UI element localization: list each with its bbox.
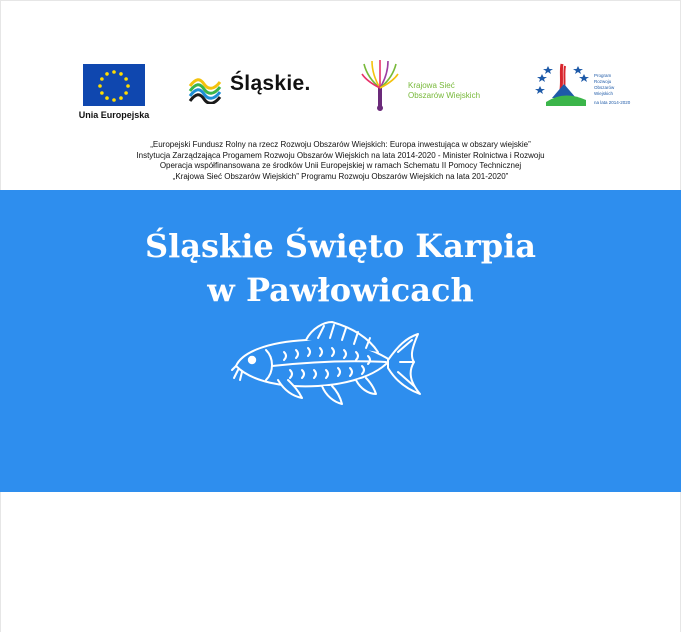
prow-label-line3: Obszarów: [594, 85, 615, 90]
funding-line-2: Instytucja Zarządzająca Progamem Rozwoju Obszarów Wiejskich na lata 2014-2020 - Minister Rolnictwa i Rozwoju: [136, 150, 545, 160]
carp-fish-icon: [228, 316, 424, 412]
funding-statement: [0, 140, 681, 182]
prow-label-line4: Wiejskich: [594, 91, 614, 96]
prow-label-line1: Program: [594, 73, 612, 78]
ksow-label-line1: Krajowa Sieć: [408, 81, 455, 90]
event-title-line-1: Śląskie Święto Karpia: [145, 227, 536, 265]
eu-flag-icon: [83, 64, 145, 106]
ksow-tree-icon: [360, 58, 404, 112]
prow-label-line2: Rozwoju: [594, 79, 612, 84]
prow-logo: [534, 60, 634, 112]
prow-label-line5: na lata 2014-2020: [594, 100, 631, 105]
eu-logo: [76, 62, 152, 124]
funding-line-3: Operacja współfinansowana ze środków Unii Europejskiej w ramach Schematu II Pomocy Technicznej: [159, 161, 522, 170]
slaskie-label: Śląskie.: [230, 72, 311, 95]
slaskie-waves-icon: [188, 74, 222, 104]
eu-label: Unia Europejska: [78, 110, 150, 120]
slaskie-logo: [188, 70, 318, 106]
event-title-line-2: w Pawłowicach: [207, 271, 474, 309]
ksow-logo: [360, 58, 500, 116]
funding-line-1: „Europejski Fundusz Rolny na rzecz Rozwoju Obszarów Wiejskich: Europa inwestująca w obszary wiejskie”: [150, 140, 531, 149]
prow-emblem-icon: [534, 60, 592, 110]
funding-line-4: „Krajowa Sieć Obszarów Wiejskich” Programu Rozwoju Obszarów Wiejskich na lata 201-2020”: [172, 171, 509, 181]
ksow-label-line2: Obszarów Wiejskich: [408, 91, 481, 100]
event-title: [0, 224, 681, 312]
logo-strip: [0, 0, 681, 130]
